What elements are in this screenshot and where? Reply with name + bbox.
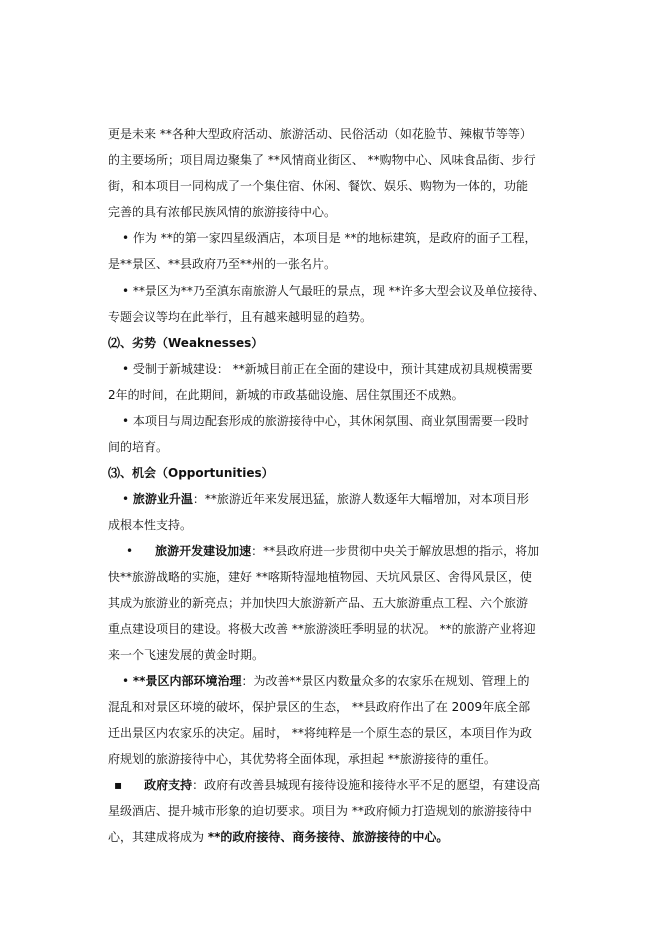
intro-line-2: 的主要场所；项目周边聚集了 **风情商业街区、 **购物中心、风味食品街、步行	[108, 153, 536, 167]
bullet-icon: •	[122, 674, 133, 688]
bullet-icon: •	[122, 492, 133, 506]
intro-line-3: 街，和本项目一同构成了一个集住宿、休闲、餐饮、娱乐、购物为一体的，功能	[108, 179, 529, 193]
weakness-bullet-2-line-2: 间的培育。	[108, 440, 169, 454]
opportunity-3-line-2: 混乱和对景区环境的破坏，保护景区的生态， **县政府作出了在 2009年底全部	[108, 700, 531, 714]
weakness-bullet-1-line-1: • 受制于新城建设： **新城目前正在全面的建设中，预计其建成初具规模需要	[122, 362, 533, 376]
opportunity-1-text: ：**旅游近年来发展迅猛，旅游人数逐年大幅增加，对本项目形	[192, 492, 529, 506]
strength-bullet-2-line-1: • **景区为**乃至滇东南旅游人气最旺的景点，现 **许多大型会议及单位接待、	[122, 284, 545, 298]
opportunity-4-line-1	[114, 777, 594, 793]
strength-bullet-1-line-2: 是**景区、**县政府乃至**州的一张名片。	[108, 257, 337, 271]
weakness-bullet-1-line-2: 2年的时间，在此期间，新城的市政基础设施、居住氛围还不成熟。	[108, 388, 464, 402]
opportunity-2-line-2: 快**旅游战略的实施，建好 **喀斯特湿地植物园、天坑风景区、舍得风景区，使	[108, 570, 532, 584]
weakness-bullet-2-line-1: • 本项目与周边配套形成的旅游接待中心，其休闲氛围、商业氛围需要一段时	[122, 414, 529, 428]
opportunity-2-text: ：**县政府进一步贯彻中央关于解放思想的指示，将加	[251, 544, 540, 558]
opportunity-2-title: 旅游开发建设加速	[155, 544, 252, 558]
strength-bullet-2-line-2: 专题会议等均在此举行，且有越来越明显的趋势。	[108, 310, 373, 324]
opportunity-3-line-4: 府规划的旅游接待中心，其优势将全面体现，承担起 **旅游接待的重任。	[108, 752, 496, 766]
strength-bullet-1-line-1: • 作为 **的第一家四星级酒店，本项目是 **的地标建筑，是政府的面子工程，	[122, 231, 537, 245]
opportunity-4-line-2: 星级酒店、提升城市形象的迫切要求。项目为 **政府倾力打造规划的旅游接待中	[108, 804, 532, 818]
opportunity-heading: ⑶、机会（Opportunities）	[108, 466, 274, 480]
opportunity-2-line-1	[126, 543, 606, 559]
opportunity-3-title: **景区内部环境治理	[132, 674, 242, 688]
square-bullet-icon: ▪	[114, 778, 123, 792]
opportunity-4-line-3	[108, 829, 588, 845]
opportunity-2-line-4: 重点建设项目的建设。将极大改善 **旅游淡旺季明显的状况。 **的旅游产业将迎	[108, 622, 536, 636]
intro-line-1: 更是未来 **各种大型政府活动、旅游活动、民俗活动（如花脸节、辣椒节等等）	[108, 127, 532, 141]
opportunity-2-line-3: 其成为旅游业的新亮点；并加快四大旅游新产品、五大旅游重点工程、六个旅游	[108, 596, 529, 610]
opportunity-1-line-1	[122, 491, 602, 507]
opportunity-1-title: 旅游业升温	[132, 492, 193, 506]
opportunity-1-line-2: 成根本性支持。	[108, 518, 193, 532]
opportunity-4-emphasis: **的政府接待、商务接待、旅游接待的中心。	[207, 830, 449, 844]
weakness-heading: ⑵、劣势（Weaknesses）	[108, 336, 264, 350]
opportunity-4-text-end: 心，其建成将成为	[108, 830, 208, 844]
opportunity-3-line-1	[122, 673, 602, 689]
opportunity-3-text: ：为改善**景区内数量众多的农家乐在规划、管理上的	[241, 674, 530, 688]
opportunity-3-line-3: 迁出景区内农家乐的决定。届时， **将纯粹是一个原生态的景区，本项目作为政	[108, 726, 532, 740]
opportunity-2-line-5: 来一个飞速发展的黄金时期。	[108, 648, 265, 662]
opportunity-4-text: ：政府有改善县城现有接待设施和接待水平不足的愿望，有建设高	[192, 778, 541, 792]
bullet-icon: •	[126, 544, 134, 558]
opportunity-4-title: 政府支持	[144, 778, 193, 792]
intro-line-4: 完善的具有浓郁民族风情的旅游接待中心。	[108, 205, 337, 219]
